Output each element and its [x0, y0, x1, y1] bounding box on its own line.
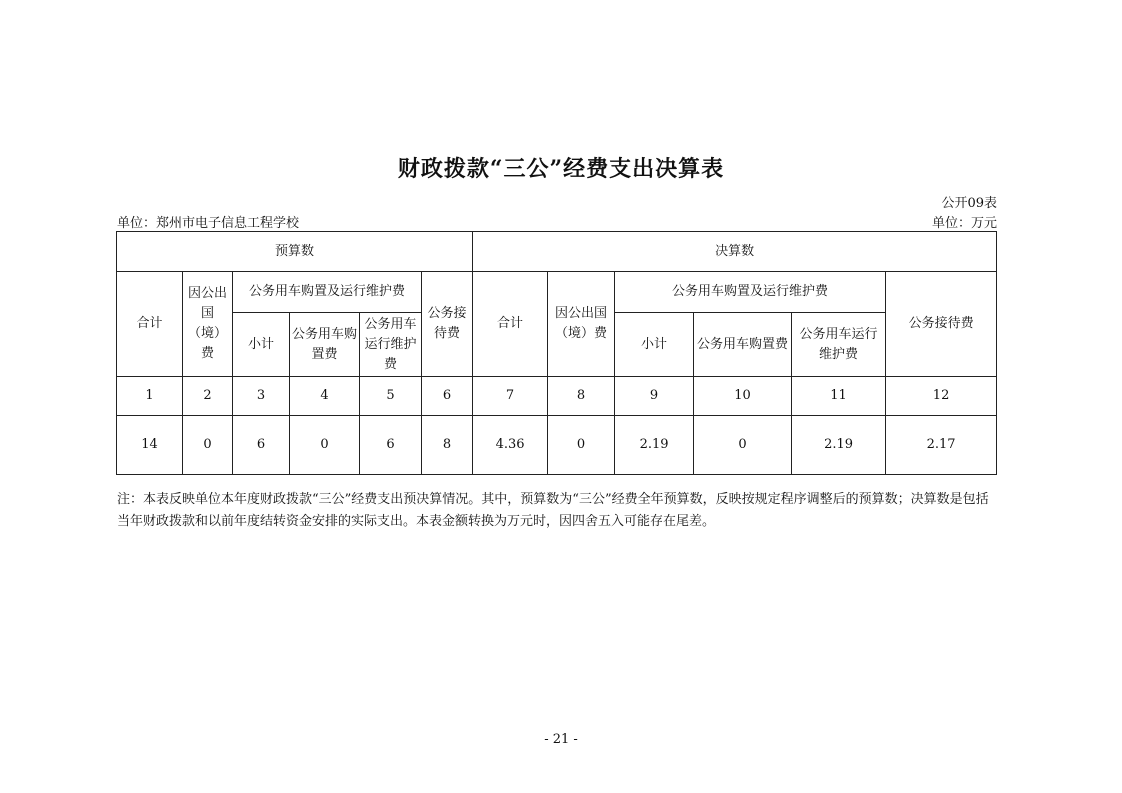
- header-final-vehicle-operation: 公务用车运行维护费: [792, 313, 886, 377]
- table-cell: 10: [694, 377, 792, 416]
- table-cell: 0: [548, 416, 615, 475]
- table-cell: 8: [422, 416, 473, 475]
- table-cell: 12: [886, 377, 997, 416]
- header-budget-subtotal: 小计: [233, 313, 290, 377]
- header-final-reception: 公务接待费: [886, 272, 997, 377]
- table-cell: 8: [548, 377, 615, 416]
- page-title: 财政拨款“三公”经费支出决算表: [397, 156, 725, 182]
- page-number: - 21 -: [544, 732, 578, 747]
- header-budget-vehicle-purchase: 公务用车购置费: [290, 313, 360, 377]
- expenditure-table: [116, 231, 997, 475]
- table-cell: 4.36: [473, 416, 548, 475]
- table-cell: 2.19: [792, 416, 886, 475]
- header-budget: 预算数: [117, 232, 473, 272]
- table-cell: 4: [290, 377, 360, 416]
- table-cell: 2: [183, 377, 233, 416]
- header-final-total: 合计: [473, 272, 548, 377]
- table-cell: 3: [233, 377, 290, 416]
- header-budget-vehicle-operation: 公务用车运行维护费: [360, 313, 422, 377]
- header-budget-abroad: 因公出国（境）费: [183, 272, 233, 377]
- table-number: 公开09表: [941, 196, 997, 211]
- table-cell: 9: [615, 377, 694, 416]
- header-final-vehicle-group: 公务用车购置及运行维护费: [615, 272, 886, 313]
- unit-currency: 单位：万元: [931, 216, 997, 231]
- table-cell: 5: [360, 377, 422, 416]
- unit-organization: 单位：郑州市电子信息工程学校: [117, 216, 300, 231]
- table-cell: 6: [422, 377, 473, 416]
- header-final-vehicle-purchase: 公务用车购置费: [694, 313, 792, 377]
- table-row-index: [117, 377, 997, 416]
- table-cell: 14: [117, 416, 183, 475]
- header-final-subtotal: 小计: [615, 313, 694, 377]
- table-cell: 1: [117, 377, 183, 416]
- table-cell: 11: [792, 377, 886, 416]
- header-final-abroad: 因公出国（境）费: [548, 272, 615, 377]
- header-final: 决算数: [473, 232, 997, 272]
- table-cell: 6: [233, 416, 290, 475]
- table-cell: 7: [473, 377, 548, 416]
- header-budget-total: 合计: [117, 272, 183, 377]
- table-cell: 2.17: [886, 416, 997, 475]
- table-cell: 0: [694, 416, 792, 475]
- table-cell: 2.19: [615, 416, 694, 475]
- footnote: 注：本表反映单位本年度财政拨款“三公”经费支出预决算情况。其中，预算数为“三公”经费全年预算数，反映按规定程序调整后的预算数；决算数是包括当年财政拨款和以前年度结转资金安排的实际支出。本表金额转换为万元时，因四舍五入可能存在尾差。: [117, 492, 989, 529]
- header-budget-reception: 公务接待费: [422, 272, 473, 377]
- header-budget-vehicle-group: 公务用车购置及运行维护费: [233, 272, 422, 313]
- table-cell: 0: [290, 416, 360, 475]
- table-row-values: [117, 416, 997, 475]
- table-cell: 0: [183, 416, 233, 475]
- table-cell: 6: [360, 416, 422, 475]
